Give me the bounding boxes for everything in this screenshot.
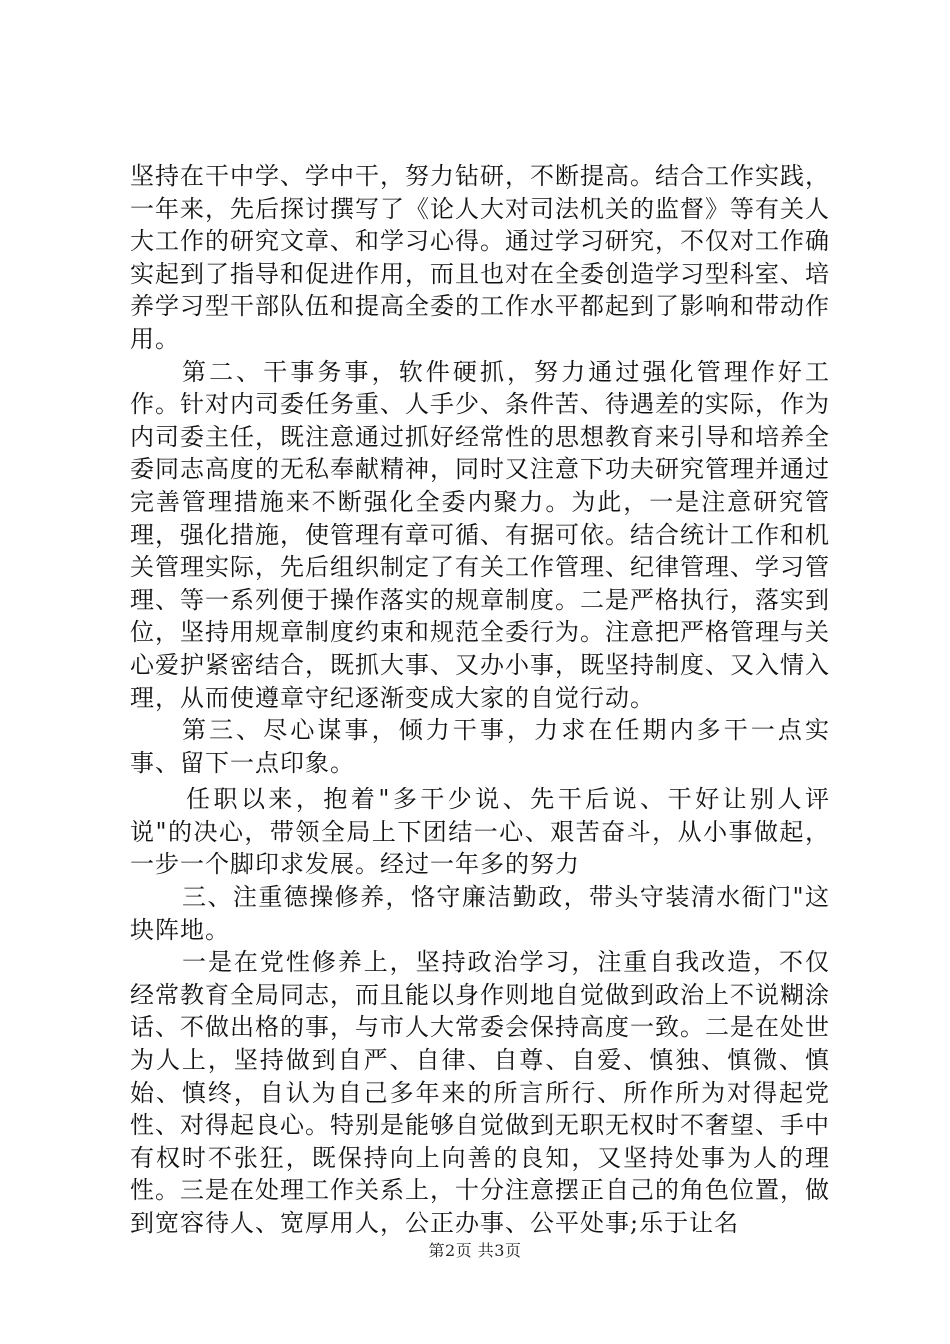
paragraph-5: 三、注重德操修养，恪守廉洁勤政，带头守装清水衙门"这块阵地。: [130, 883, 830, 944]
paragraph-4: 任职以来，抱着"多干少说、先干后说、干好让别人评说"的决心，带领全局上下团结一心、艰苦奋斗，从小事做起，一步一个脚印求发展。经过一年多的努力: [130, 785, 830, 879]
document-body: [130, 160, 830, 1240]
paragraph-2: 第二、干事务事，软件硬抓，努力通过强化管理作好工作。针对内司委任务重、人手少、条件苦、待遇差的实际，作为内司委主任，既注意通过抓好经常性的思想教育来引导和培养全委同志高度的无私奉献精神，同时又注意下功夫研究管理并通过完善管理措施来不断强化全委内聚力。为此，一是注意研究管理，强化措施，使管理有章可循、有据可依。结合统计工作和机关管理实际，先后组织制定了有关工作管理、纪律管理、学习管理、等一系列便于操作落实的规章制度。二是严格执行，落实到位，坚持用规章制度约束和规范全委行为。注意把严格管理与关心爱护紧密结合，既抓大事、又办小事，既坚持制度、又入情入理，从而使遵章守纪逐渐变成大家的自觉行动。: [130, 357, 830, 712]
page-footer: 第2页 共3页: [428, 1241, 522, 1260]
paragraph-1: 坚持在干中学、学中干，努力钻研，不断提高。结合工作实践，一年来，先后探讨撰写了《论人大对司法机关的监督》等有关人大工作的研究文章、和学习心得。通过学习研究，不仅对工作确实起到了指导和促进作用，而且也对在全委创造学习型科室、培养学习型干部队伍和提高全委的工作水平都起到了影响和带动作用。: [130, 162, 830, 353]
paragraph-3: 第三、尽心谋事，倾力干事，力求在任期内多干一点实事、留下一点印象。: [130, 716, 830, 777]
paragraph-6: 一是在党性修养上，坚持政治学习，注重自我改造，不仅经常教育全局同志，而且能以身作则地自觉做到政治上不说糊涂话、不做出格的事，与市人大常委会保持高度一致。二是在处世为人上，坚持做到自严、自律、自尊、自爱、慎独、慎微、慎始、慎终，自认为自己多年来的所言所行、所作所为对得起党性、对得起良心。特别是能够自觉做到无职无权时不奢望、手中有权时不张狂，既保持向上向善的良知，又坚持处事为人的理性。三是在处理工作关系上，十分注意摆正自己的角色位置，做到宽容待人、宽厚用人，公正办事、公平处事;乐于让名: [130, 948, 830, 1237]
